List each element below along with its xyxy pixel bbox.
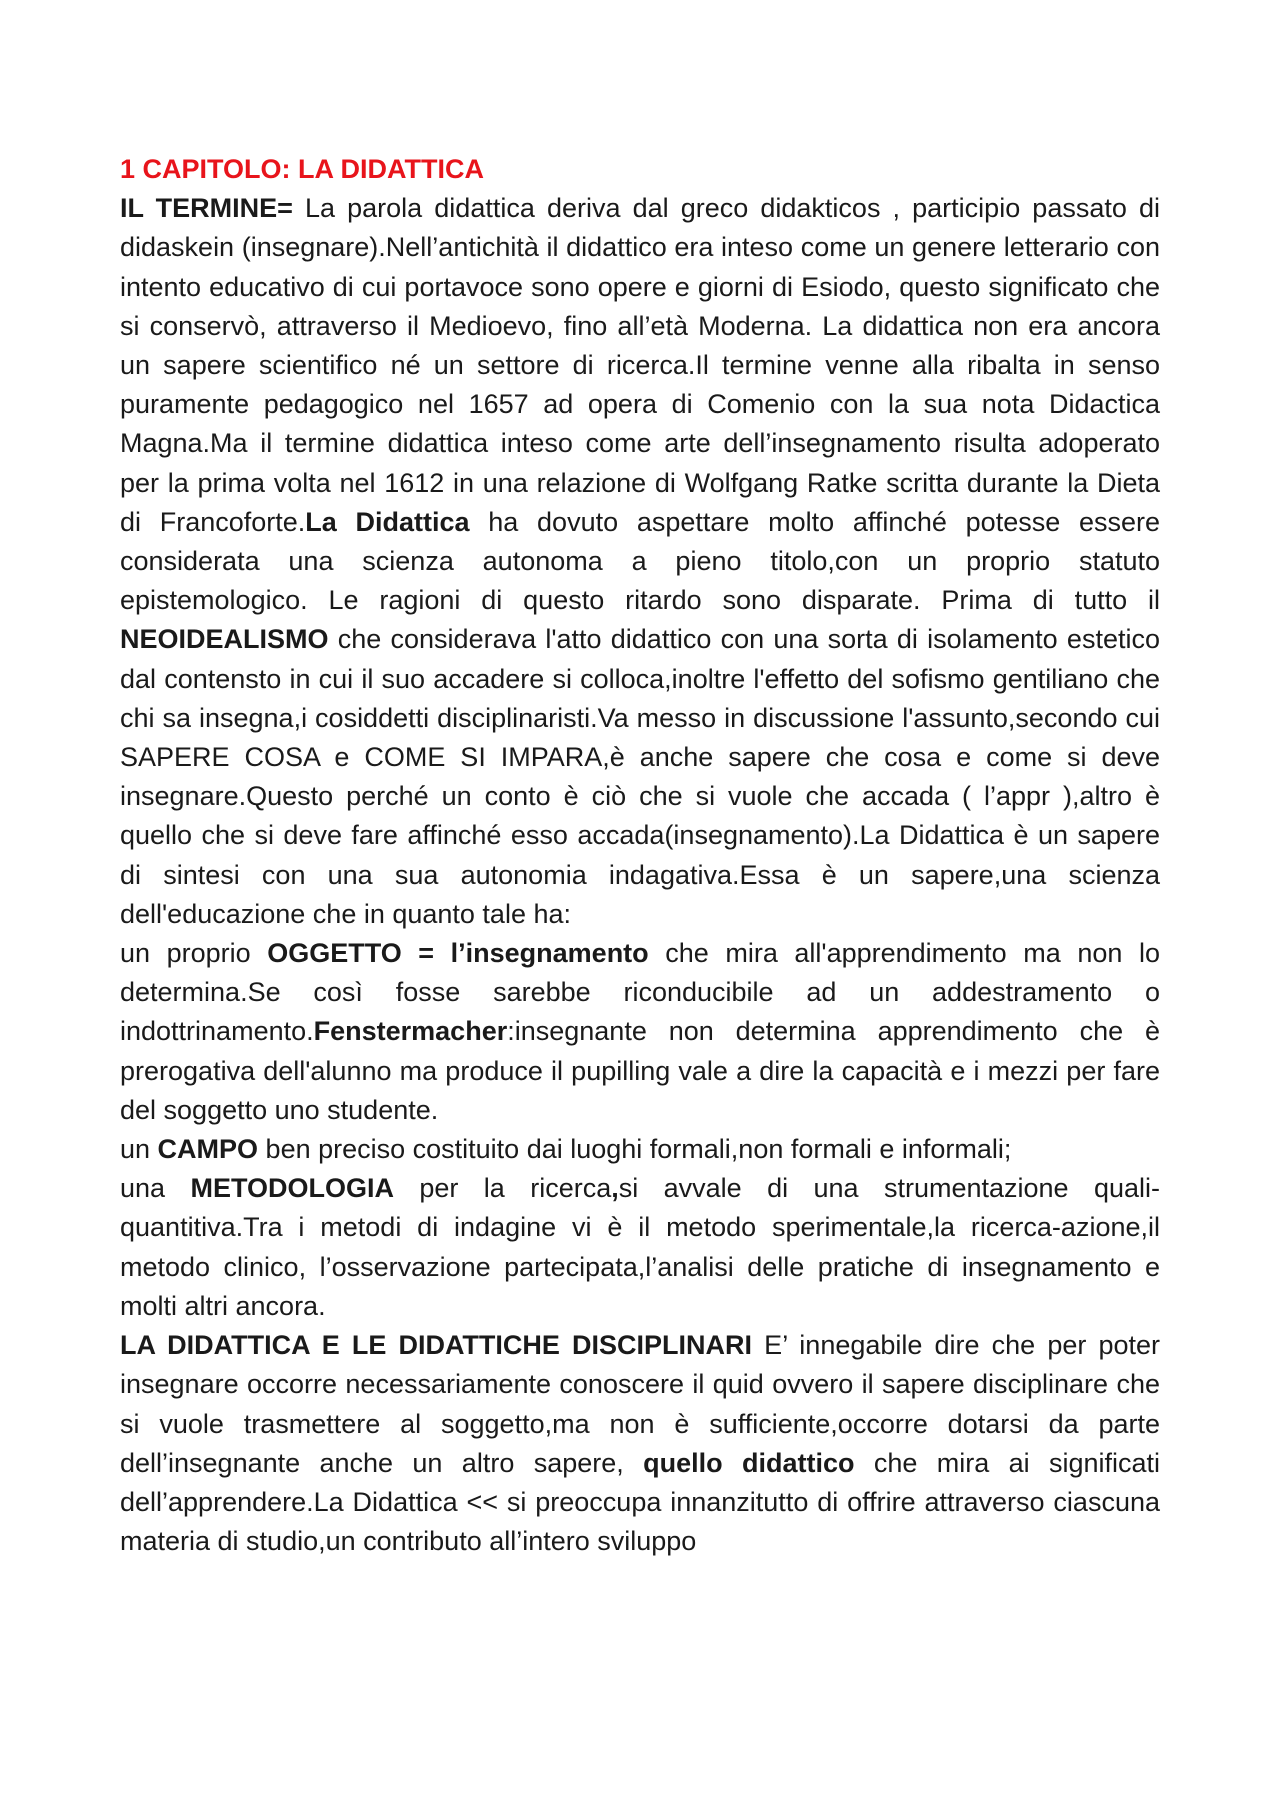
paragraph-campo: [120, 1130, 1160, 1169]
document-page: [120, 150, 1160, 1561]
paragraph-text: ben preciso costituito dai luoghi formali,non formali e informali;: [258, 1134, 1012, 1165]
bold-text: OGGETTO = l’insegnamento: [267, 938, 649, 969]
paragraph-text: per la ricerca: [393, 1173, 612, 1204]
paragraph-text: E’ innegabile dire che per poter insegnare occorre necessariamente conoscere il quid ovvero il sapere disciplinare che si vuole trasmettere al soggetto,ma non è sufficiente,occorre dotarsi da parte dell’insegnante anche un altro sapere,: [120, 1330, 1160, 1478]
bold-text: Fenstermacher: [313, 1016, 508, 1047]
bold-text: CAMPO: [157, 1134, 259, 1165]
paragraph-text: che mira all'apprendimento ma non lo determina.Se così fosse sarebbe riconducibile ad un addestramento o indottrinamento.: [120, 938, 1160, 1047]
paragraph-text: una: [120, 1173, 191, 1204]
paragraph-il-termine: [120, 189, 1160, 934]
paragraph-text: ha dovuto aspettare molto affinché potesse essere considerata una scienza autonoma a pieno titolo,con un proprio statuto epistemologico. Le ragioni di questo ritardo sono disparate. Prima di tutto il: [120, 506, 1160, 616]
paragraph-didattiche-disciplinari: [120, 1326, 1160, 1561]
paragraph-text: un proprio: [120, 938, 268, 969]
paragraph-text: un: [120, 1134, 158, 1165]
bold-text: NEOIDEALISMO: [120, 624, 329, 655]
paragraph-text: si avvale di una strumentazione quali-quantitiva.Tra i metodi di indagine vi è il metodo sperimentale,la ricerca-azione,il metodo clinico, l’osservazione partecipata,l’analisi delle pratiche di insegnamento e molti altri ancora.: [120, 1173, 1160, 1321]
bold-text: quello didattico: [643, 1447, 855, 1478]
chapter-title: 1 CAPITOLO: LA DIDATTICA: [120, 154, 484, 184]
bold-text: La Didattica: [305, 506, 470, 537]
paragraph-text: La parola didattica deriva dal greco didakticos , participio passato di didaskein (insegnare).Nell’antichità il didattico era inteso come un genere letterario con intento educativo di cui portavoce sono opere e giorni di Esiodo, questo significato che si conservò, attraverso il Medioevo, fino all’età Moderna. La didattica non era ancora un sapere scientifico né un settore di ricerca.Il termine venne alla ribalta in senso puramente pedagogico nel 1657 ad opera di Comenio con la sua nota Didactica Magna.Ma il termine didattica inteso come arte dell’insegnamento risulta adoperato per la prima volta nel 1612 in una relazione di Wolfgang Ratke scritta durante la Dieta di Francoforte.: [120, 193, 1160, 537]
paragraph-text: che considerava l'atto didattico con una sorta di isolamento estetico dal contensto in cui il suo accadere si colloca,inoltre l'effetto del sofismo gentiliano che chi sa insegna,i cosiddetti disciplinaristi.Va messo in discussione l'assunto,secondo cui SAPERE COSA e COME SI IMPARA,è anche sapere che cosa e come si deve insegnare.Questo perché un conto è ciò che si vuole che accada ( l’appr ),altro è quello che si deve fare affinché esso accada(insegnamento).La Didattica è un sapere di sintesi con una sua autonomia indagativa.Essa è un sapere,una scienza dell'educazione che in quanto tale ha:: [120, 624, 1160, 929]
section-heading: LA DIDATTICA E LE DIDATTICHE DISCIPLINARI: [120, 1330, 753, 1361]
term-heading: IL TERMINE=: [120, 193, 293, 224]
bold-text: ,: [611, 1173, 619, 1204]
paragraph-oggetto: [120, 934, 1160, 1130]
bold-text: METODOLOGIA: [190, 1173, 394, 1204]
paragraph-text: :insegnante non determina apprendimento che è prerogativa dell'alunno ma produce il pupilling vale a dire la capacità e i mezzi per fare del soggetto uno studente.: [120, 1016, 1160, 1125]
paragraph-text: che mira ai significati dell’apprendere.La Didattica << si preoccupa innanzitutto di offrire attraverso ciascuna materia di studio,un contributo all’intero sviluppo: [120, 1447, 1160, 1557]
paragraph-metodologia: [120, 1169, 1160, 1326]
